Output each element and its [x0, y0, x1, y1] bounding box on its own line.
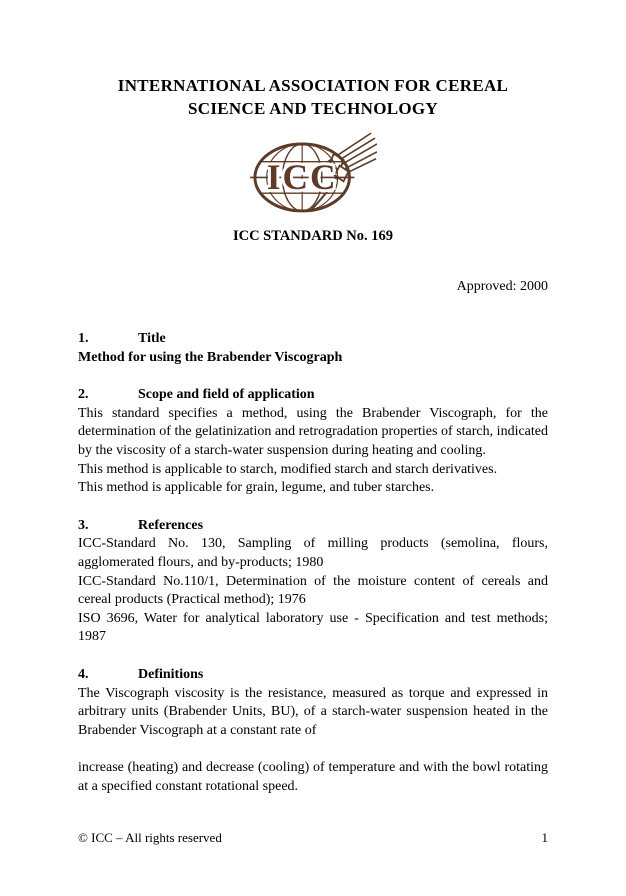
icc-globe-wheat-logo-icon: [249, 132, 377, 216]
organization-title-line1: INTERNATIONAL ASSOCIATION FOR CEREAL: [117, 76, 509, 95]
section-paragraph: ICC-Standard No.110/1, Determination of the moisture content of cereals and cereal products (Practical method); 1976: [78, 573, 548, 608]
section-number: 2.: [78, 387, 89, 403]
section-paragraph: ISO 3696, Water for analytical laboratory use - Specification and test methods; 1987: [78, 610, 548, 645]
section-paragraph: This method is applicable to starch, modified starch and starch derivatives.: [78, 461, 498, 477]
logo-icc-text: ICC: [266, 157, 338, 198]
section-heading: [78, 517, 548, 536]
section-paragraph: The Viscograph viscosity is the resistance, measured as torque and expressed in arbitrary units (Brabender Units, BU), of a starch-water suspension heated in the Brabender Viscograph at a constant rate of: [78, 685, 548, 738]
section-number: 3.: [78, 517, 89, 533]
section-heading-text: Definitions: [138, 666, 204, 682]
icc-logo: [78, 132, 548, 216]
section-paragraph: This standard specifies a method, using the Brabender Viscograph, for the determination of the gelatinization and retrogradation properties of starch, indicated by the viscosity of a starch-water suspension during heating and cooling.: [78, 405, 548, 458]
section-heading: [78, 330, 548, 349]
section-paragraph: ICC-Standard No. 130, Sampling of milling products (semolina, flours, agglomerated flours, and by-products; 1980: [78, 536, 548, 570]
section-heading-text: References: [138, 517, 204, 533]
section-heading-text: Title: [138, 331, 166, 346]
organization-title: [78, 74, 548, 120]
section-number: 1.: [78, 331, 89, 346]
copyright-notice: © ICC – All rights reserved: [78, 830, 222, 845]
page-footer: [78, 830, 548, 846]
approved-date: Approved: 2000: [456, 279, 548, 294]
section-scope: [78, 386, 548, 498]
section-paragraph: Method for using the Brabender Viscograph: [78, 349, 343, 365]
section-paragraph: This method is applicable for grain, legume, and tuber starches.: [78, 480, 435, 496]
standard-number-title: ICC STANDARD No. 169: [232, 228, 394, 244]
section-heading: [78, 666, 548, 685]
organization-title-line2: SCIENCE AND TECHNOLOGY: [187, 99, 438, 118]
section-heading: [78, 386, 548, 405]
document-body: [78, 330, 548, 796]
page-number: 1: [541, 830, 548, 845]
section-number: 4.: [78, 666, 89, 682]
section-paragraph: increase (heating) and decrease (cooling) of temperature and with the bowl rotating at a specified constant rotational speed.: [78, 760, 548, 794]
section-heading-text: Scope and field of application: [138, 387, 315, 403]
section-references: [78, 517, 548, 647]
section-definitions: [78, 666, 548, 797]
section-title: [78, 330, 548, 367]
